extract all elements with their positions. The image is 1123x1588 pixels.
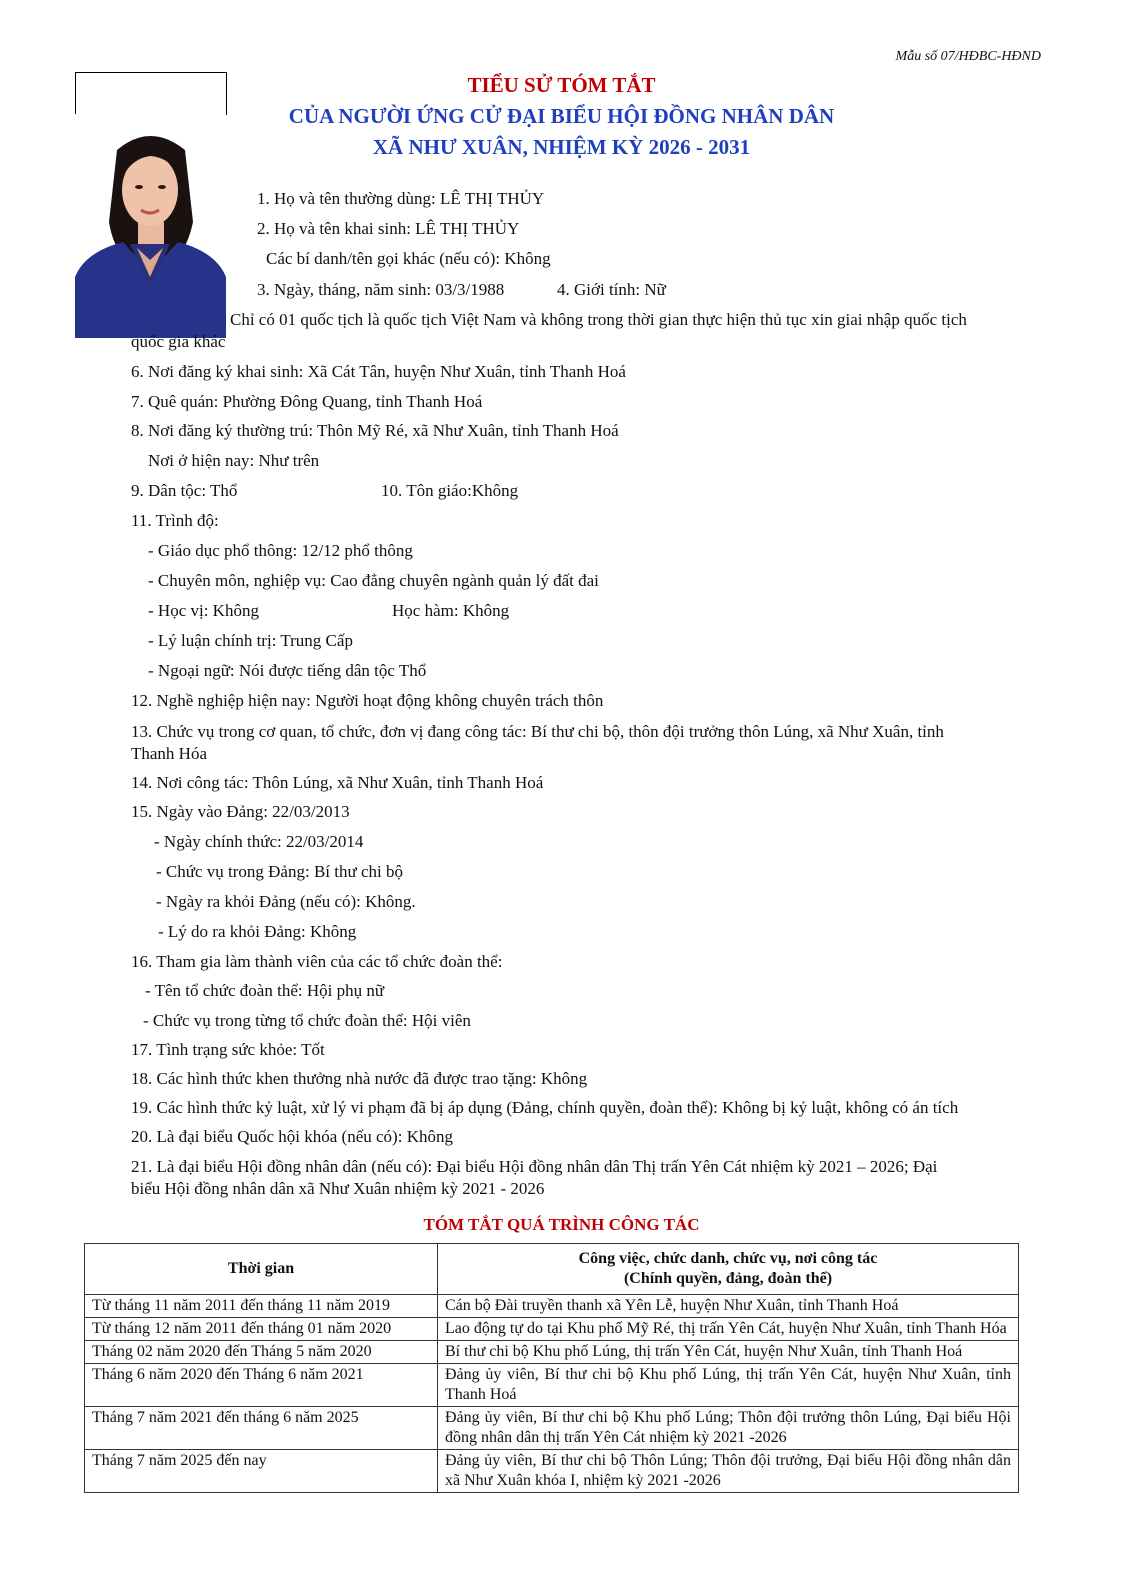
header-job-line-2: (Chính quyền, đảng, đoàn thể): [623, 1270, 833, 1287]
title-line-2: CỦA NGƯỜI ỨNG CỬ ĐẠI BIỂU HỘI ĐỒNG NHÂN DÂN: [288, 104, 835, 128]
field-11-profession: - Chuyên môn, nghiệp vụ: Cao đẳng chuyên ngành quản lý đất đai: [148, 571, 599, 590]
row-time: Tháng 7 năm 2021 đến tháng 6 năm 2025: [85, 1407, 438, 1450]
field-15-party-join-date: 15. Ngày vào Đảng: 22/03/2013: [131, 802, 350, 821]
field-8-permanent-residence: 8. Nơi đăng ký thường trú: Thôn Mỹ Ré, xã Như Xuân, tỉnh Thanh Hoá: [131, 421, 619, 440]
table-row: [85, 1407, 1019, 1450]
title-line-1: TIỂU SỬ TÓM TẮT: [467, 73, 656, 97]
row-job: Bí thư chi bộ Khu phố Lúng, thị trấn Yên Cát, huyện Như Xuân, tỉnh Thanh Hoá: [438, 1341, 1019, 1364]
portrait-image: [75, 72, 226, 338]
table-row: [85, 1341, 1019, 1364]
field-6-birth-registration: 6. Nơi đăng ký khai sinh: Xã Cát Tân, huyện Như Xuân, tỉnh Thanh Hoá: [131, 362, 626, 381]
field-20-national-assembly: 20. Là đại biểu Quốc hội khóa (nếu có): Không: [131, 1127, 453, 1146]
field-11-degree: - Học vị: Không: [148, 601, 259, 620]
field-5-nationality-line-2: quốc gia khác: [131, 332, 226, 351]
header-time: Thời gian: [85, 1244, 438, 1295]
field-21-council-line-2: biểu Hội đồng nhân dân xã Như Xuân nhiệm kỳ 2021 - 2026: [131, 1179, 545, 1198]
field-15-leave-reason: - Lý do ra khỏi Đảng: Không: [158, 922, 357, 941]
field-1-common-name: 1. Họ và tên thường dùng: LÊ THỊ THỦY: [257, 189, 545, 208]
header-job-line-1: Công việc, chức danh, chức vụ, nơi công tác: [578, 1250, 878, 1267]
field-16-org-name: - Tên tổ chức đoàn thể: Hội phụ nữ: [145, 981, 385, 1000]
candidate-photo: [75, 72, 226, 338]
field-3-birth-date: 3. Ngày, tháng, năm sinh: 03/3/1988: [257, 280, 505, 299]
row-time: Tháng 7 năm 2025 đến nay: [85, 1450, 438, 1493]
field-11-academic-title: Học hàm: Không: [392, 601, 510, 620]
field-9-ethnicity: 9. Dân tộc: Thổ: [131, 481, 238, 500]
row-time: Tháng 02 năm 2020 đến Tháng 5 năm 2020: [85, 1341, 438, 1364]
field-16-org-position: - Chức vụ trong từng tổ chức đoàn thể: Hội viên: [143, 1011, 471, 1030]
field-11-education: 11. Trình độ:: [131, 511, 219, 530]
field-16-organizations: 16. Tham gia làm thành viên của các tổ chức đoàn thể:: [131, 952, 503, 971]
field-21-council-line-1: 21. Là đại biểu Hội đồng nhân dân (nếu có): Đại biểu Hội đồng nhân dân Thị trấn Yên Cát nhiệm kỳ 2021 – 2026; Đại: [131, 1157, 938, 1176]
field-11-general-education: - Giáo dục phổ thông: 12/12 phổ thông: [148, 541, 413, 560]
row-time: Từ tháng 11 năm 2011 đến tháng 11 năm 2019: [85, 1295, 438, 1318]
field-11-political-theory: - Lý luận chính trị: Trung Cấp: [148, 631, 353, 650]
table-row: [85, 1450, 1019, 1493]
work-history-title: TÓM TẮT QUÁ TRÌNH CÔNG TÁC: [423, 1215, 700, 1234]
work-history-table: [84, 1243, 1019, 1493]
field-11-foreign-language: - Ngoại ngữ: Nói được tiếng dân tộc Thổ: [148, 661, 427, 680]
field-17-health: 17. Tình trạng sức khỏe: Tốt: [131, 1040, 325, 1059]
table-row: [85, 1364, 1019, 1407]
field-14-workplace: 14. Nơi công tác: Thôn Lúng, xã Như Xuân, tỉnh Thanh Hoá: [131, 773, 544, 792]
table-row: [85, 1295, 1019, 1318]
row-job: Đảng ủy viên, Bí thư chi bộ Khu phố Lúng; Thôn đội trưởng thôn Lúng, Đại biểu Hội đồng nhân dân thị trấn Yên Cát nhiệm kỳ 2021 -2026: [438, 1407, 1019, 1450]
field-12-occupation: 12. Nghề nghiệp hiện nay: Người hoạt động không chuyên trách thôn: [131, 691, 604, 710]
field-2-birth-name: 2. Họ và tên khai sinh: LÊ THỊ THỦY: [257, 219, 520, 238]
row-job: Đảng ủy viên, Bí thư chi bộ Khu phố Lúng, thị trấn Yên Cát, huyện Như Xuân, tỉnh Thanh Hoá: [438, 1364, 1019, 1407]
field-15-party-position: - Chức vụ trong Đảng: Bí thư chi bộ: [156, 862, 403, 881]
field-5-nationality-line-1: Chỉ có 01 quốc tịch là quốc tịch Việt Nam và không trong thời gian thực hiện thủ tục xin giai nhập quốc tịch: [230, 310, 967, 329]
row-job: Cán bộ Đài truyền thanh xã Yên Lễ, huyện Như Xuân, tỉnh Thanh Hoá: [438, 1295, 1019, 1318]
table-header-row: [85, 1244, 1019, 1295]
form-number: Mẫu số 07/HĐBC-HĐND: [895, 49, 1041, 64]
field-18-awards: 18. Các hình thức khen thưởng nhà nước đã được trao tặng: Không: [131, 1069, 588, 1088]
field-15-leave-date: - Ngày ra khỏi Đảng (nếu có): Không.: [156, 892, 416, 911]
field-7-hometown: 7. Quê quán: Phường Đông Quang, tỉnh Thanh Hoá: [131, 392, 483, 411]
field-19-discipline: 19. Các hình thức kỷ luật, xử lý vi phạm đã bị áp dụng (Đảng, chính quyền, đoàn thể): Không bị kỷ luật, không có án tích: [131, 1098, 959, 1117]
table-row: [85, 1318, 1019, 1341]
field-13-position-line-2: Thanh Hóa: [131, 744, 208, 763]
field-10-religion: 10. Tôn giáo:Không: [381, 481, 519, 500]
field-8-current-residence: Nơi ở hiện nay: Như trên: [148, 451, 320, 470]
field-4-gender: 4. Giới tính: Nữ: [557, 280, 666, 299]
field-15-official-date: - Ngày chính thức: 22/03/2014: [154, 832, 364, 851]
row-time: Từ tháng 12 năm 2011 đến tháng 01 năm 2020: [85, 1318, 438, 1341]
title-line-3: XÃ NHƯ XUÂN, NHIỆM KỲ 2026 - 2031: [372, 135, 751, 159]
field-13-position-line-1: 13. Chức vụ trong cơ quan, tổ chức, đơn vị đang công tác: Bí thư chi bộ, thôn đội trưởng thôn Lúng, xã Như Xuân, tỉnh: [131, 722, 944, 741]
field-2-aliases: Các bí danh/tên gọi khác (nếu có): Không: [266, 249, 551, 268]
row-job: Đảng ủy viên, Bí thư chi bộ Thôn Lúng; Thôn đội trưởng, Đại biểu Hội đồng nhân dân xã Như Xuân khóa I, nhiệm kỳ 2021 -2026: [438, 1450, 1019, 1493]
row-job: Lao động tự do tại Khu phố Mỹ Ré, thị trấn Yên Cát, huyện Như Xuân, tỉnh Thanh Hóa: [438, 1318, 1019, 1341]
row-time: Tháng 6 năm 2020 đến Tháng 6 năm 2021: [85, 1364, 438, 1407]
header-job: [438, 1244, 1019, 1295]
